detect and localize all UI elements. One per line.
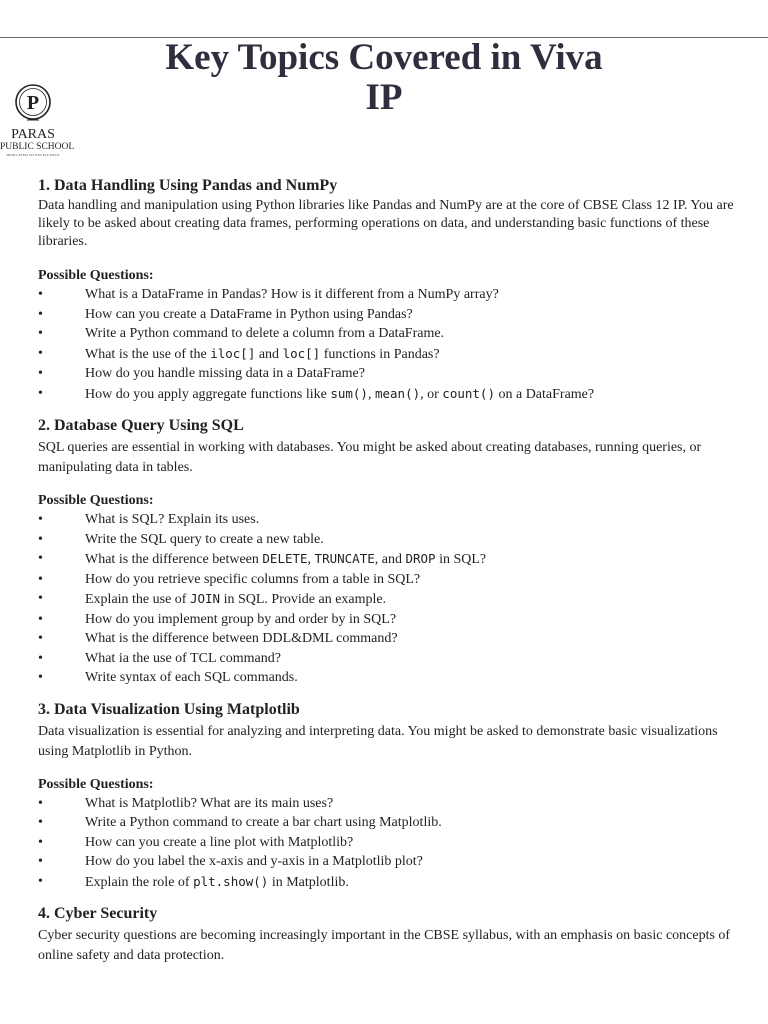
question-item bbox=[38, 305, 738, 325]
question-item bbox=[38, 610, 738, 630]
question-list bbox=[38, 510, 738, 688]
question-text: in Matplotlib. bbox=[268, 874, 349, 890]
code-snippet: TRUNCATE bbox=[314, 551, 375, 566]
question-item bbox=[38, 813, 738, 833]
section-description: Cyber security questions are becoming increasingly important in the CBSE syllabus, with an emphasis on basic concepts of online safety and data protection. bbox=[38, 928, 731, 963]
section-heading: 4. Cyber Security bbox=[38, 905, 158, 922]
section-pandas bbox=[38, 176, 738, 404]
question-text: What is the use of the bbox=[85, 346, 211, 362]
question-item bbox=[38, 833, 738, 853]
code-snippet: loc[] bbox=[282, 345, 321, 361]
question-item bbox=[38, 510, 738, 530]
question-text: What is the difference between bbox=[85, 552, 263, 567]
page-title-line-1: Key Topics Covered in Viva bbox=[165, 37, 603, 78]
question-list bbox=[38, 285, 738, 404]
question-text: How can you create a DataFrame in Python using Pandas? bbox=[85, 306, 413, 322]
school-subtitle: PUBLIC SCHOOL bbox=[0, 142, 75, 152]
question-text: How do you implement group by and order by in SQL? bbox=[85, 611, 397, 627]
school-logo bbox=[0, 82, 75, 164]
code-snippet: sum() bbox=[330, 385, 368, 401]
question-item bbox=[38, 549, 738, 570]
question-text: Write syntax of each SQL commands. bbox=[85, 670, 298, 685]
question-text: What is Matplotlib? What are its main uses? bbox=[85, 795, 334, 811]
question-item bbox=[38, 668, 738, 688]
question-text: functions in Pandas? bbox=[320, 346, 440, 362]
question-item bbox=[38, 384, 738, 405]
code-snippet: plt.show() bbox=[193, 873, 269, 889]
question-text: Write the SQL query to create a new table. bbox=[85, 531, 324, 547]
question-text: Explain the role of bbox=[85, 874, 194, 890]
page-title-line-2: IP bbox=[365, 77, 403, 118]
code-snippet: mean() bbox=[374, 385, 421, 401]
question-text: and bbox=[255, 346, 283, 362]
question-text: What is SQL? Explain its uses. bbox=[85, 512, 260, 527]
question-text: What ia the use of TCL command? bbox=[85, 650, 281, 666]
code-snippet: JOIN bbox=[189, 591, 221, 606]
section-description: SQL queries are essential in working with databases. You might be asked about creating databases, running queries, or manipulating data in tables. bbox=[38, 440, 702, 475]
section-description: Data handling and manipulation using Python libraries like Pandas and NumPy are at the core of CBSE Class 12 IP. You are likely to be asked about creating data frames, performing operations on data, and understanding basic functions of these libraries. bbox=[38, 198, 734, 249]
code-snippet: iloc[] bbox=[210, 345, 256, 361]
possible-questions-label: Possible Questions: bbox=[38, 776, 154, 792]
question-item bbox=[38, 570, 738, 590]
section-cyber-security bbox=[38, 904, 738, 966]
question-text: How can you create a line plot with Matplotlib? bbox=[85, 834, 354, 850]
question-item bbox=[38, 649, 738, 669]
possible-questions-label: Possible Questions: bbox=[38, 493, 154, 508]
question-item bbox=[38, 530, 738, 550]
document-body bbox=[38, 176, 738, 966]
page-title bbox=[0, 38, 768, 118]
question-text: What is a DataFrame in Pandas? How is it different from a NumPy array? bbox=[85, 287, 499, 302]
question-text: Explain the use of bbox=[85, 592, 190, 607]
possible-questions-label: Possible Questions: bbox=[38, 268, 154, 283]
school-tagline: DEDICATED TO EXCELLENCE bbox=[6, 153, 60, 157]
section-heading: 3. Data Visualization Using Matplotlib bbox=[38, 700, 300, 718]
question-text: How do you apply aggregate functions like bbox=[85, 386, 331, 402]
question-item bbox=[38, 852, 738, 872]
question-item bbox=[38, 324, 738, 344]
section-heading: 1. Data Handling Using Pandas and NumPy bbox=[38, 177, 338, 194]
school-name: PARAS bbox=[11, 127, 55, 142]
question-text: How do you label the x-axis and y-axis in a Matplotlib plot? bbox=[85, 854, 423, 869]
question-text: in SQL? bbox=[435, 552, 487, 567]
school-emblem-icon bbox=[13, 82, 53, 126]
question-item bbox=[38, 794, 738, 814]
code-snippet: count() bbox=[442, 385, 495, 401]
section-sql bbox=[38, 416, 738, 688]
question-text: What is the difference between DDL&DML command? bbox=[85, 631, 398, 646]
question-item bbox=[38, 285, 738, 305]
question-item bbox=[38, 872, 738, 893]
question-item bbox=[38, 629, 738, 649]
question-text: , or bbox=[420, 386, 443, 402]
question-list bbox=[38, 794, 738, 893]
question-text: , bbox=[367, 386, 375, 402]
question-text: How do you retrieve specific columns from a table in SQL? bbox=[85, 571, 421, 587]
question-text: Write a Python command to delete a column from a DataFrame. bbox=[85, 326, 445, 341]
question-item bbox=[38, 344, 738, 365]
question-text: , and bbox=[374, 552, 406, 567]
question-text: , bbox=[307, 552, 315, 567]
question-text: Write a Python command to create a bar chart using Matplotlib. bbox=[85, 815, 442, 830]
section-description: Data visualization is essential for analyzing and interpreting data. You might be asked to demonstrate basic visualizations using Matplotlib in Python. bbox=[38, 723, 718, 759]
code-snippet: DROP bbox=[405, 551, 436, 566]
section-heading: 2. Database Query Using SQL bbox=[38, 417, 244, 434]
section-matplotlib bbox=[38, 700, 738, 893]
question-item bbox=[38, 589, 738, 610]
svg-text:P: P bbox=[26, 92, 40, 114]
question-text: How do you handle missing data in a DataFrame? bbox=[85, 366, 365, 381]
question-text: in SQL. Provide an example. bbox=[220, 592, 387, 607]
question-item bbox=[38, 364, 738, 384]
code-snippet: DELETE bbox=[262, 551, 308, 566]
question-text: on a DataFrame? bbox=[494, 386, 595, 402]
